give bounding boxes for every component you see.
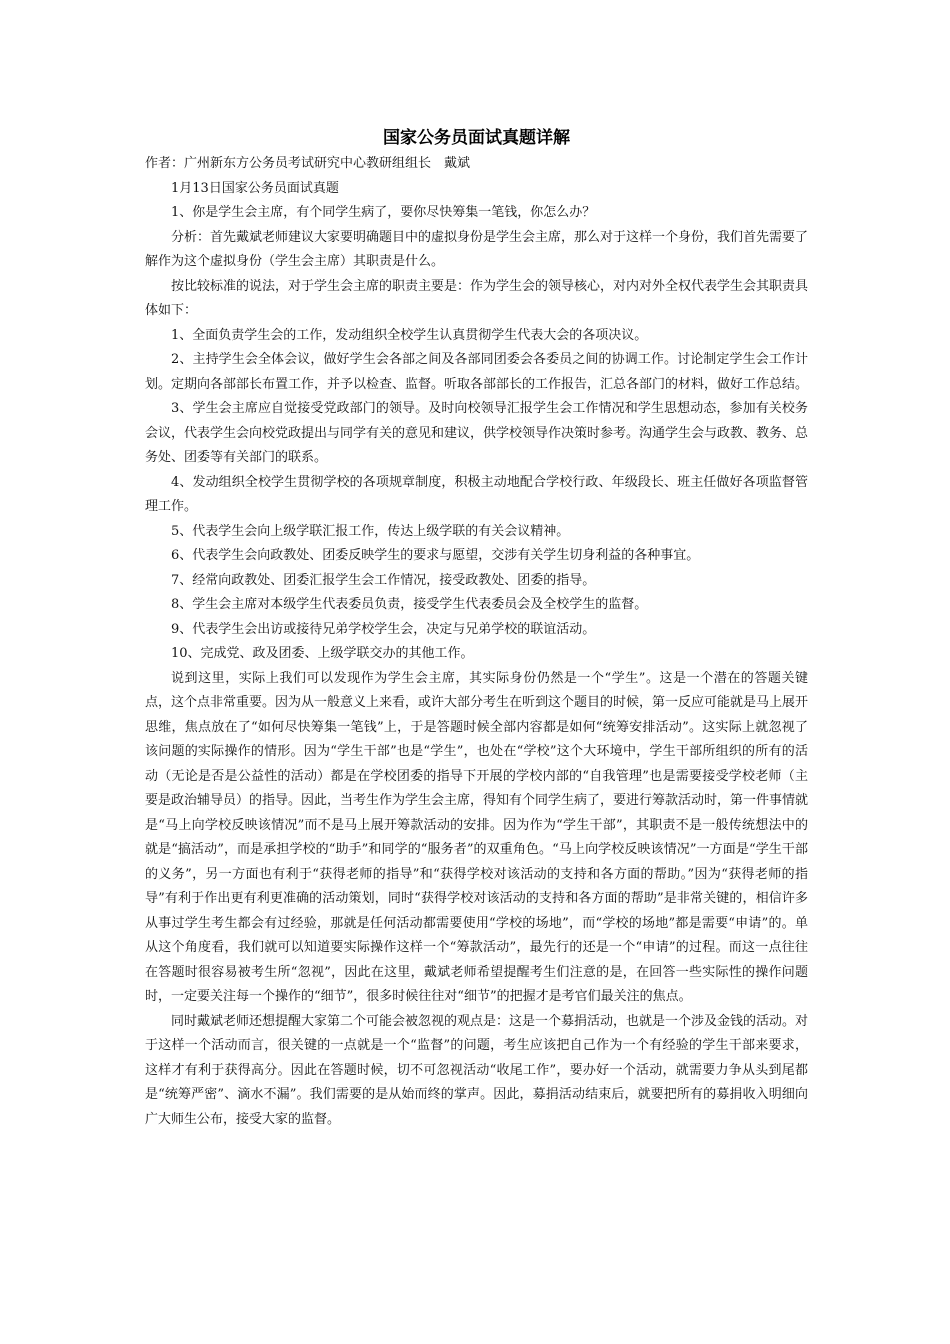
- document-body: [145, 124, 808, 1132]
- paragraph-supervision: 同时戴斌老师还想提醒大家第二个可能会被忽视的观点是：这是一个募捐活动，也就是一个涉及金钱的活动。对于这样一个活动而言，很关键的一点就是一个“监督”的问题，考生应该把自己作为一个有经验的学生干部来要求，这样才有利于获得高分。因此在答题时候，切不可忽视活动“收尾工作”，要办好一个活动，就需要力争从头到尾都是“统筹严密”、滴水不漏”。我们需要的是从始而终的掌声。因此，募捐活动结束后，就要把所有的募捐收入明细向广大师生公布，接受大家的监督。: [145, 1013, 809, 1127]
- duty-item-2: 2、主持学生会全体会议，做好学生会各部之间及各部同团委会各委员之间的协调工作。讨论制定学生会工作计划。定期向各部部长布置工作，并予以检查、监督。听取各部部长的工作报告，汇总各部门的材料，做好工作总结。: [145, 352, 809, 392]
- paragraph-discussion: 说到这里，实际上我们可以发现作为学生会主席，其实际身份仍然是一个“学生”。这是一个潜在的答题关键点，这个点非常重要。因为从一般意义上来看，或许大部分考生在听到这个题目的时候，第一反应可能就是马上展开思维，焦点放在了“如何尽快筹集一笔钱”上，于是答题时候全部内容都是如何“统筹安排活动”。这实际上就忽视了该问题的实际操作的情形。因为“学生干部”也是“学生”，也处在“学校”这个大环境中，学生干部所组织的所有的活动（无论是否是公益性的活动）都是在学校团委的指导下开展的学校内部的“自我管理”也是需要接受学校老师（主要是政治辅导员）的指导。因此，当考生作为学生会主席，得知有个同学生病了，要进行筹款活动时，第一件事情就是“马上向学校反映该情况”而不是马上展开筹款活动的安排。因为作为“学生干部”，其职责不是一般传统想法中的就是“搞活动”，而是承担学校的“助手”和同学的“服务者”的双重角色。“马上向学校反映该情况”一方面是“学生干部的义务”，另一方面也有利于“获得老师的指导”和“获得学校对该活动的支持和各方面的帮助。”因为“获得老师的指导”有利于作出更有利更准确的活动策划，同时“获得学校对该活动的支持和各方面的帮助”是非常关键的，相信许多从事过学生考生都会有过经验，那就是任何活动都需要使用“学校的场地”，而“学校的场地”都是需要“申请”的。单从这个角度看，我们就可以知道要实际操作这样一个“筹款活动”，最先行的还是一个“申请”的过程。而这一点往往在答题时很容易被考生所“忽视”，因此在这里，戴斌老师希望提醒考生们注意的是，在回答一些实际性的操作问题时，一定要关注每一个操作的“细节”，很多时候往往对“细节”的把握才是考官们最关注的焦点。: [145, 670, 809, 1004]
- paragraph-duties-intro: 按比较标准的说法，对于学生会主席的职责主要是：作为学生会的领导核心，对内对外全权代表学生会其职责具体如下：: [145, 278, 809, 318]
- duty-item-4: 4、发动组织全校学生贯彻学校的各项规章制度，积极主动地配合学校行政、年级段长、班主任做好各项监督管理工作。: [145, 474, 808, 514]
- duty-item-1: 1、全面负责学生会的工作，发动组织全校学生认真贯彻学生代表大会的各项决议。: [171, 327, 648, 343]
- paragraph-date: 1月13日国家公务员面试真题: [171, 180, 339, 196]
- duty-item-8: 8、学生会主席对本级学生代表委员负责，接受学生代表委员会及全校学生的监督。: [171, 597, 648, 612]
- duty-item-5: 5、代表学生会向上级学联汇报工作，传达上级学联的有关会议精神。: [171, 523, 570, 539]
- paragraph-analysis: 分析：首先戴斌老师建议大家要明确题目中的虚拟身份是学生会主席，那么对于这样一个身份，我们首先需要了解作为这个虚拟身份（学生会主席）其职责是什么。: [145, 229, 809, 269]
- duty-item-3: 3、学生会主席应自觉接受党政部门的领导。及时向校领导汇报学生会工作情况和学生思想动态，参加有关校务会议，代表学生会向校党政提出与同学有关的意见和建议，供学校领导作决策时参考。沟通学生会与政教、教务、总务处、团委等有关部门的联系。: [145, 401, 809, 465]
- paragraph-question: 1、你是学生会主席，有个同学生病了，要你尽快筹集一笔钱，你怎么办？: [171, 205, 596, 220]
- duty-item-7: 7、经常向政教处、团委汇报学生会工作情况，接受政教处、团委的指导。: [171, 572, 596, 588]
- duty-item-10: 10、完成党、政及团委、上级学联交办的其他工作。: [171, 646, 474, 661]
- duty-item-9: 9、代表学生会出访或接待兄弟学校学生会，决定与兄弟学校的联谊活动。: [171, 621, 596, 637]
- author-line: 作者：广州新东方公务员考试研究中心教研组组长 戴斌: [145, 156, 471, 171]
- duty-item-6: 6、代表学生会向政教处、团委反映学生的要求与愿望，交涉有关学生切身利益的各种事宜。: [171, 548, 700, 563]
- document-title: 国家公务员面试真题详解: [383, 128, 570, 148]
